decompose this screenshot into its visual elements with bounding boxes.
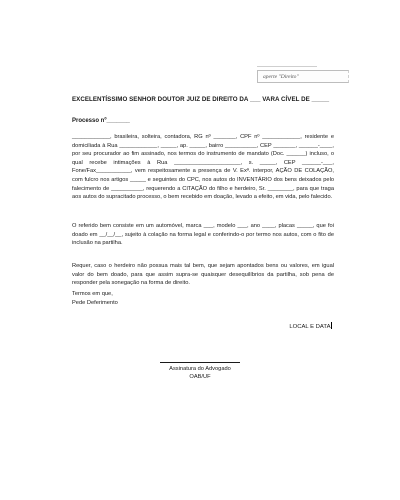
stamp-divider: [257, 66, 317, 67]
closing-line-request: Pede Deferimento: [72, 299, 118, 306]
paragraph-petition: ____________, brasileira, solteira, contadora, RG nº _______, CPF nº ____________, residente e domiciliada à Rua ____________, _____, ap. _____, bairro __________, CEP _______, ______-____, por seu procurador ao fim assinado, nos termos do instrumento de mandato (Doc. ______) incluso, o qual recebe intimações à Rua _____________________, s. _____, CEP ______-___, Fone/Fax___________, vem respeitosamente a presença de V. Exª. interpor, AÇÃO DE COLAÇÃO, com fulcro nos artigos _____ e seguintes do CPC, nos autos do INVENTÁRIO dos bens deixados pelo falecimento de __________, requerendo a CITAÇÃO do filho e herdeiro, Sr. ________, para que traga aos autos do supracitado processo, o bem recebido em doação, levado a efeito, em vida, pelo falecido.: [72, 134, 334, 201]
signature-oab: OAB/UF: [189, 374, 211, 381]
stamp-note: [257, 70, 349, 83]
process-number: Processo nº_______: [72, 118, 130, 124]
signature-block: [140, 365, 260, 382]
text-cursor: [331, 322, 332, 329]
paragraph-request: Requer, caso o herdeiro não possua mais tal bem, que sejam apontados bens ou valores, em igual valor do bem doado, para que assim supra-se quaisquer desequilíbrios da partilha, sob pena de responder pela sonegação na forma de direito.: [72, 263, 334, 287]
closing-line-terms: Termos em que,: [72, 291, 113, 297]
paragraph-asset-description: O referido bem consiste em um automóvel, marca ___, modelo ___, ano ____, placas _____, que foi doado em __/__/__, sujeito à colação na forma legal e conferindo-o por termo nos autos, com o fito de inclusão na partilha.: [72, 223, 334, 247]
document-heading: EXCELENTÍSSIMO SENHOR DOUTOR JUIZ DE DIREITO DA ___ VARA CÍVEL DE _____: [72, 96, 330, 103]
signature-line: [160, 362, 240, 363]
closing-block: [72, 290, 118, 307]
place-date-text: LOCAL E DATA: [289, 324, 331, 330]
place-date[interactable]: [268, 322, 332, 330]
signature-label: Assinatura do Advogado: [169, 366, 231, 372]
stamp-note-text: aperte "Direito": [263, 74, 299, 80]
